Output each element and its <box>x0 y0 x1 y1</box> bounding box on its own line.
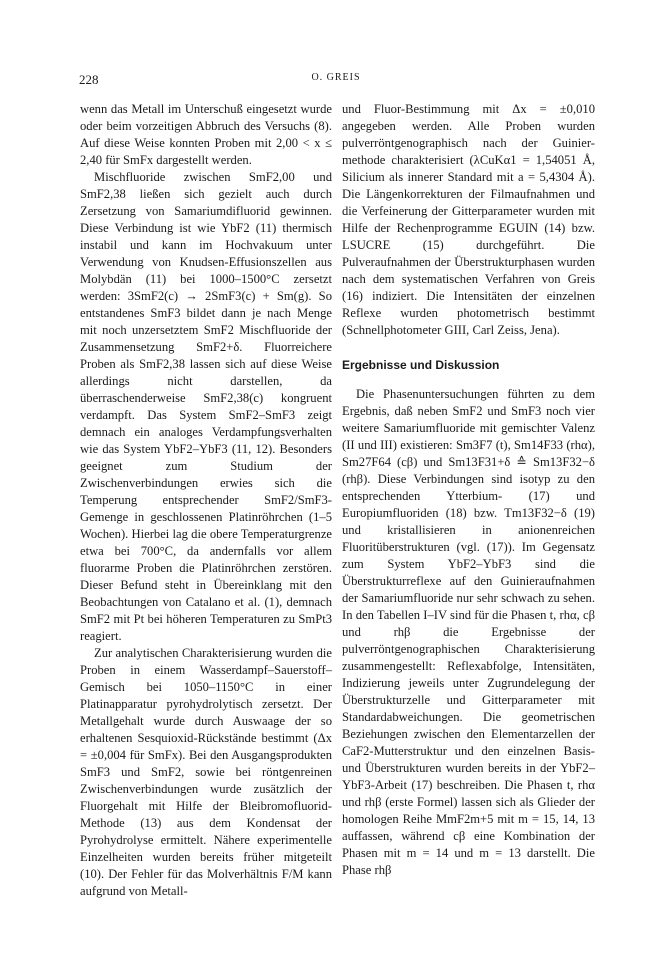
paragraph: Zur analytischen Charakterisierung wurden die Proben in einem Wasserdampf–Sauerstoff–Gemisch bei 1050–1150°C in einer Platinapparatur pyrohydrolytisch zersetzt. Der Metallgehalt wurde durch Auswaage der so erhaltenen Sesquioxid-Rückstände bestimmt (Δx = ±0,004 für SmFx). Bei den Ausgangsprodukten SmF3 und SmF2, sowie bei röntgenreinen Zwischenverbindungen wurde zusätzlich der Fluorgehalt mit Hilfe der Bleibromofluorid-Methode (13) aus dem Kondensat der Pyrohydrolyse ermittelt. Nähere experimentelle Einzelheiten wurden bereits früher mitgeteilt (10). Der Fehler für das Molverhältnis F/M kann aufgrund von Metall- <box>80 646 332 898</box>
running-header-author: O. GREIS <box>311 72 361 83</box>
section-heading: Ergebnisse und Diskussion <box>342 358 500 372</box>
paragraph: Mischfluoride zwischen SmF2,00 und SmF2,38 ließen sich gezielt auch durch Zersetzung von Samariumdifluorid gewinnen. Diese Verbindung ist wie YbF2 (11) thermisch instabil und kann im Hochvakuum unter Verwendung von Knudsen-Effusionszellen aus Molybdän (11) bei 1000–1500°C zersetzt werden: 3SmF2(c) → 2SmF3(c) + Sm(g). So entstandenes SmF3 bildet dann je nach Menge mit noch unzersetztem SmF2 Mischfluoride der Zusammensetzung SmF2+δ. Fluorreichere Proben als SmF2,38 lassen sich auf diese Weise allerdings nicht darstellen, da überraschenderweise SmF2,38(c) kongruent verdampft. Das System SmF2–SmF3 zeigt demnach ein analoges Verdampfungsverhalten wie das System YbF2–YbF3 (11, 12). Besonders geeignet zum Studium der Zwischenverbindungen erwies sich die Temperung entsprechender SmF2/SmF3-Gemenge in geschlossenen Platinröhrchen (1–5 Wochen). Hierbei lag die obere Temperaturgrenze etwa bei 700°C, da andernfalls vor allem fluorarme Proben die Platinröhrchen zerstören. Dieser Befund steht in Übereinklang mit den Beobachtungen von Catalano et al. (1), demnach SmF2 mit Pt bei höheren Temperaturen zu SmPt3 reagiert. <box>80 170 332 643</box>
paragraph: Die Phasenuntersuchungen führten zu dem Ergebnis, daß neben SmF2 und SmF3 noch vier weitere Samariumfluoride mit gemischter Valenz (II und III) existieren: Sm3F7 (t), Sm14F33 (rhα), Sm27F64 (cβ) und Sm13F31+δ ≙ Sm13F32−δ (rhβ). Diese Verbindungen sind isotyp zu den entsprechenden Ytterbium- (17) und Europiumfluoriden (18) bzw. Tm13F32−δ (19) und kristallisieren in anionenreichen Fluoritüberstrukturen (vgl. (17)). Im Gegensatz zum System YbF2–YbF3 sind die Überstrukturreflexe auf den Guinieraufnahmen der Samariumfluoride nur sehr schwach zu sehen. In den Tabellen I–IV sind für die Phasen t, rhα, cβ und rhβ die Ergebnisse der pulverröntgenographischen Charakterisierung zusammengestellt: Reflexabfolge, Intensitäten, Indizierung jeweils unter Zugrundelegung der Überstrukturzelle und Gitterparameter mit Standardabweichungen. Die geometrischen Beziehungen zwischen den Elementarzellen der CaF2-Mutterstruktur und den einzelnen Basis- und Überstrukturen wurden bereits in der YbF2–YbF3-Arbeit (17) beschreiben. Die Phasen t, rhα und rhβ (erste Formel) lassen sich als Glieder der homologen Reihe MmF2m+5 mit m = 15, 14, 13 auffassen, während cβ eine Kombination der Phasen mit m = 14 und m = 13 darstellt. Die Phase rhβ <box>342 387 595 877</box>
page-number: 228 <box>79 72 99 87</box>
paragraph: und Fluor-Bestimmung mit Δx = ±0,010 angegeben werden. Alle Proben wurden pulverröntgenographisch nach der Guinier-methode charakterisiert (λCuKα1 = 1,54051 Å, Silicium als innerer Standard mit a = 5,4304 Å). Die Längenkorrekturen der Filmaufnahmen und die Verfeinerung der Gitterparameter wurden mit Hilfe der Rechenprogramme EGUIN (14) bzw. LSUCRE (15) durchgeführt. Die Pulveraufnahmen der Überstrukturphasen wurden nach dem systematischen Verfahren von Greis (16) indiziert. Die Intensitäten der einzelnen Reflexe wurden photometrisch bestimmt (Schnellphotometer GIII, Carl Zeiss, Jena). <box>342 102 595 337</box>
right-text-column <box>342 101 595 879</box>
left-text-column <box>80 101 332 900</box>
paragraph: wenn das Metall im Unterschuß eingesetzt wurde oder beim vorzeitigen Abbruch des Versuchs (8). Auf diese Weise konnten Proben mit 2,00 < x ≤ 2,40 für SmFx dargestellt werden. <box>80 102 332 167</box>
